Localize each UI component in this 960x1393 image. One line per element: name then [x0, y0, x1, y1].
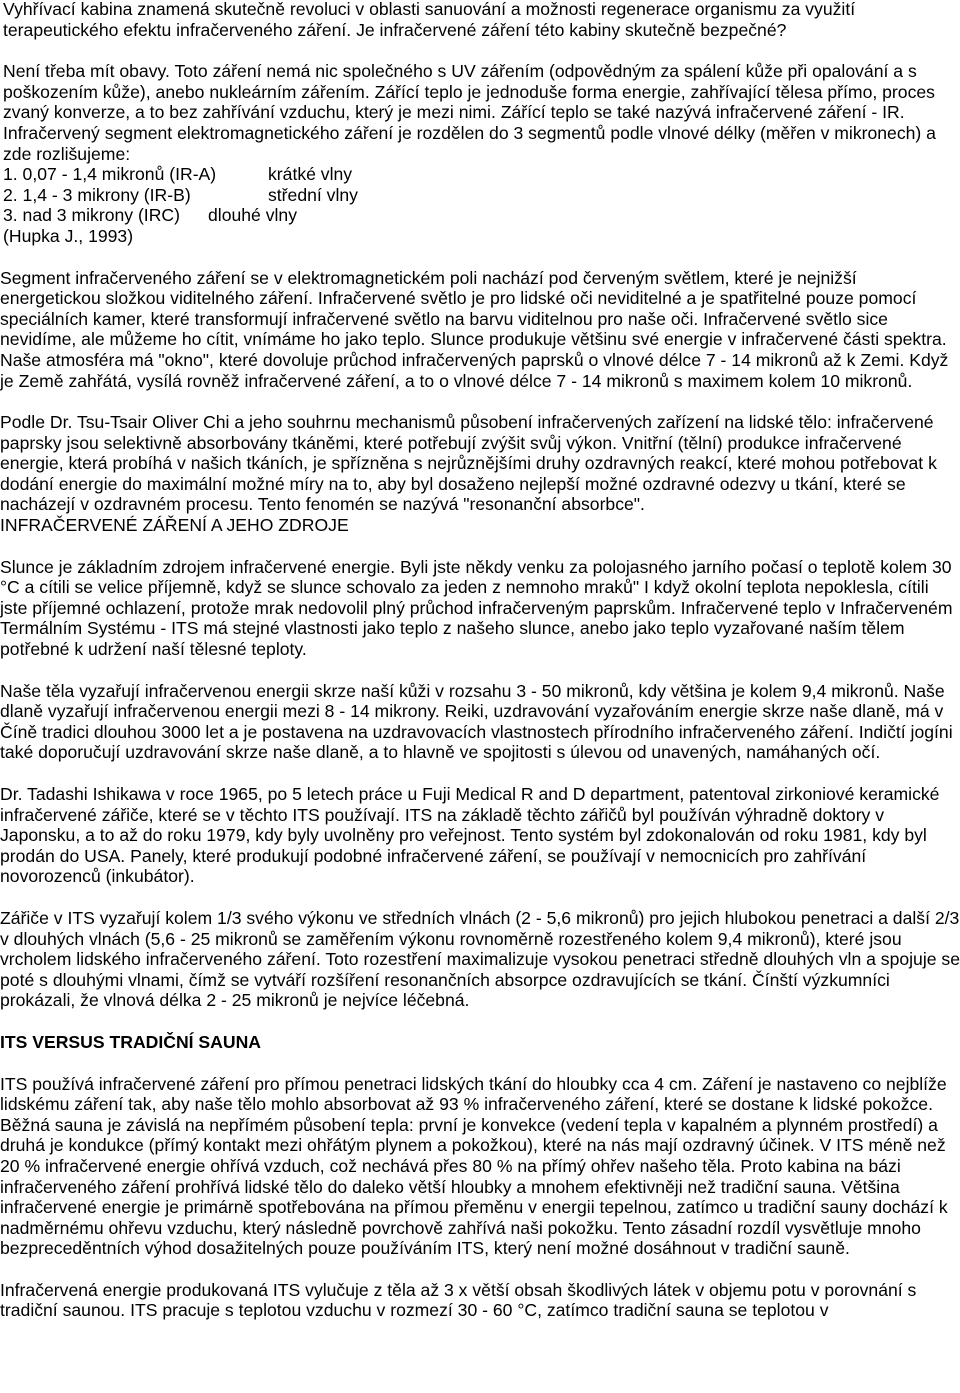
wave-type: krátké vlny: [268, 164, 353, 185]
paragraph-body-radiation: Naše těla vyzařují infračervenou energii skrze naší kůži v rozsahu 3 - 50 mikronů, kdy většina je kolem 9,4 mikronů. Naše dlaně vyzařují infračervenou energii mezi 8 - 14 mikrony. Reiki, uzdravování vyzařováním energie skrze naše dlaně, má v Číně tradici dlouhou 3000 let a je postavena na uzdravovacích vlastnostech přírodního infračerveného záření. Indičtí jogíni také doporučují uzdravování skrze naše dlaně, a to hlavně ve spojitosti s úlevou od unavených, namáhaných očí.: [0, 680, 953, 763]
paragraph-infrared-segment: Segment infračerveného záření se v elektromagnetickém poli nachází pod červeným světlem, které je nejnižší energetickou složkou viditelného záření. Infračervené světlo je pro lidské oči neviditelné a je spatřitelné pouze pomocí speciálních kamer, které transformují infračervené světlo na barvu viditelnou pro naše oči. Infračervené světlo sice nevidíme, ale můžeme ho cítit, vnímáme ho jako teplo. Slunce produkuje většinu své energie v infračervené části spektra. Naše atmosféra má "okno", které dovoluje průchod infračervených paprsků o vlnové délce 7 - 14 mikronů až k Zemi. Když je Země zahřátá, vysílá rovněž infračervené záření, a to o vlnové délce 7 - 14 mikronů s maximem kolem 10 mikronů.: [0, 267, 949, 391]
intro-paragraph-explanation: Není třeba mít obavy. Toto záření nemá nic společného s UV zářením (odpovědným za spálení kůže při opalování a s poškozením kůže), anebo nukleárním zářením. Zářící teplo je jednoduše forma energie, zahřívající tělesa přímo, proces zvaný konverze, a to bez zahřívání vzduchu, který je mezi nimi. Zářící teplo se také nazývá infračervené záření - IR. Infračervený segment elektromagnetického záření je rozdělen do 3 segmentů podle vlnové délky (měřen v mikronech) a zde rozlišujeme:: [3, 61, 936, 164]
wavelength-list-item: [3, 185, 960, 206]
spacer: [3, 40, 960, 61]
spacer: [0, 1011, 960, 1032]
paragraph-detox: Infračervená energie produkovaná ITS vylučuje z těla až 3 x větší obsah škodlivých látek v objemu potu v porovnání s tradiční saunou. ITS pracuje s teplotou vzduchu v rozmezí 30 - 60 °C, zatímco tradiční sauna se teplotou v: [0, 1279, 917, 1321]
wavelength-range: 1. 0,07 - 1,4 mikronů (IR-A): [3, 164, 217, 185]
intro-section: [0, 0, 960, 247]
spacer: [0, 391, 960, 412]
spacer: [0, 536, 960, 557]
paragraph-dr-chi: Podle Dr. Tsu-Tsair Oliver Chi a jeho souhrnu mechanismů působení infračervených zařízení na lidské tělo: infračervené paprsky jsou selektivně absorbovány tkáněmi, které potřebují zvýšit svůj výkon. Vnitřní (tělní) produkce infračervené energie, která probíhá v našich tkáních, je spřízněna s nejrůznějšími druhy ozdravných reakcí, které mohou potřebovat k dodání energie do maximální možné míry na to, aby byl dosaženo nejlepší možné ozdravné odezvy u tkání, které se nacházejí v ozdravném procesu. Tento fenomén se nazývá "resonanční absorbce".: [0, 412, 937, 515]
wave-type: střední vlny: [268, 184, 358, 205]
wavelength-list: [3, 164, 960, 226]
section-heading-versus: ITS VERSUS TRADIČNÍ SAUNA: [0, 1031, 261, 1052]
spacer: [0, 763, 960, 784]
paragraph-its-penetration: ITS používá infračervené záření pro přímou penetraci lidských tkání do hloubky cca 4 cm. Záření je nastaveno co nejblíže lidskému záření tak, aby naše tělo mohlo absorbovat až 93 % infračerveného záření, které se dostane k lidské pokožce. Běžná sauna je závislá na nepřímém působení tepla: první je konvekce (vedení tepla v kapalném a plynném prostředí) a druhá je kondukce (přímý kontakt mezi ohřátým plynem a pokožkou), které na nás mají ozdravný účinek. V ITS méně než 20 % infračervené energie ohřívá vzduch, což nechává přes 80 % na přímý ohřev našeho těla. Proto kabina na bázi infračerveného záření prohřívá lidské tělo do daleko větší hloubky a mnohem efektivněji než tradiční sauna. Většina infračervené energie je primárně spotřebována na přímou přeměnu v energii tepelnou, zatímco u tradiční sauny dochází k nadměrnému ohřevu vzduchu, který následně povrchově zahřívá naši pokožku. Tento zásadní rozdíl vysvětluje mnoho bezpreceděntních výhod dosažitelných pouze používáním ITS, který není možné dosáhnout v tradiční sauně.: [0, 1073, 948, 1259]
wave-type: dlouhé vlny: [208, 205, 298, 226]
spacer: [0, 660, 960, 681]
wavelength-list-item: [3, 164, 960, 185]
spacer: [0, 1259, 960, 1280]
paragraph-emitters: Zářiče v ITS vyzařují kolem 1/3 svého výkonu ve středních vlnách (2 - 5,6 mikronů) pro jejich hlubokou penetraci a další 2/3 v dlouhých vlnách (5,6 - 25 mikronů se zaměřením výkonu rovnoměrně rozestřeného kolem 9,4 mikronů), které jsou vrcholem lidského infračerveného záření. Toto rozestření maximalizuje vysokou penetraci středně dlouhých vln a spojuje se poté s dlouhými vlnami, čímž se vytváří rozšíření resonančních absorpce ozdravujících se tkání. Čínští výzkumníci prokázali, že vlnová délka 2 - 25 mikronů je nejvíce léčebná.: [0, 907, 960, 1011]
paragraph-sun: Slunce je základním zdrojem infračervené energie. Byli jste někdy venku za polojasného jarního počasí o teplotě kolem 30 °C a cítili se velice příjemně, když se slunce schovalo za jeden z nemnoho mraků" I když okolní teplota nepoklesla, cítili jste příjemné ochlazení, protože mrak nedovolil plný průchod infračerveným paprskům. Infračervené teplo v Infračerveném Termálním Systému - ITS má stejné vlastnosti jako teplo z našeho slunce, anebo jako teplo vyzařované naším tělem potřebné k udržení naší tělesné teploty.: [0, 556, 953, 660]
spacer: [0, 247, 960, 268]
section-heading-sources: INFRAČERVENÉ ZÁŘENÍ A JEHO ZDROJE: [0, 515, 349, 536]
paragraph-ishikawa: Dr. Tadashi Ishikawa v roce 1965, po 5 letech práce u Fuji Medical R and D department, patentoval zirkoniové keramické infračervené zářiče, které se v těchto ITS používají. ITS na základě těchto zářičů byl používán výhradně doktory v Japonsku, a to až do roku 1979, kdy byly uvolněny pro veřejnost. Tento systém byl zdokonalován od roku 1981, kdy byl prodán do USA. Panely, které produkují podobné infračervené záření, se používají v nemocnicích pro zahřívání novorozenců (inkubátor).: [0, 784, 940, 887]
spacer: [0, 1053, 960, 1074]
wavelength-list-item: [3, 205, 960, 226]
intro-paragraph-question: Vyhřívací kabina znamená skutečně revoluci v oblasti sanuování a možnosti regenerace organismu za využití terapeutického efektu infračerveného záření. Je infračervené záření této kabiny skutečně bezpečné?: [3, 0, 856, 40]
spacer: [0, 887, 960, 908]
wavelength-range: 2. 1,4 - 3 mikrony (IR-B): [3, 184, 191, 205]
source-citation: (Hupka J., 1993): [3, 225, 134, 246]
wavelength-range: 3. nad 3 mikrony (IRC): [3, 205, 180, 226]
